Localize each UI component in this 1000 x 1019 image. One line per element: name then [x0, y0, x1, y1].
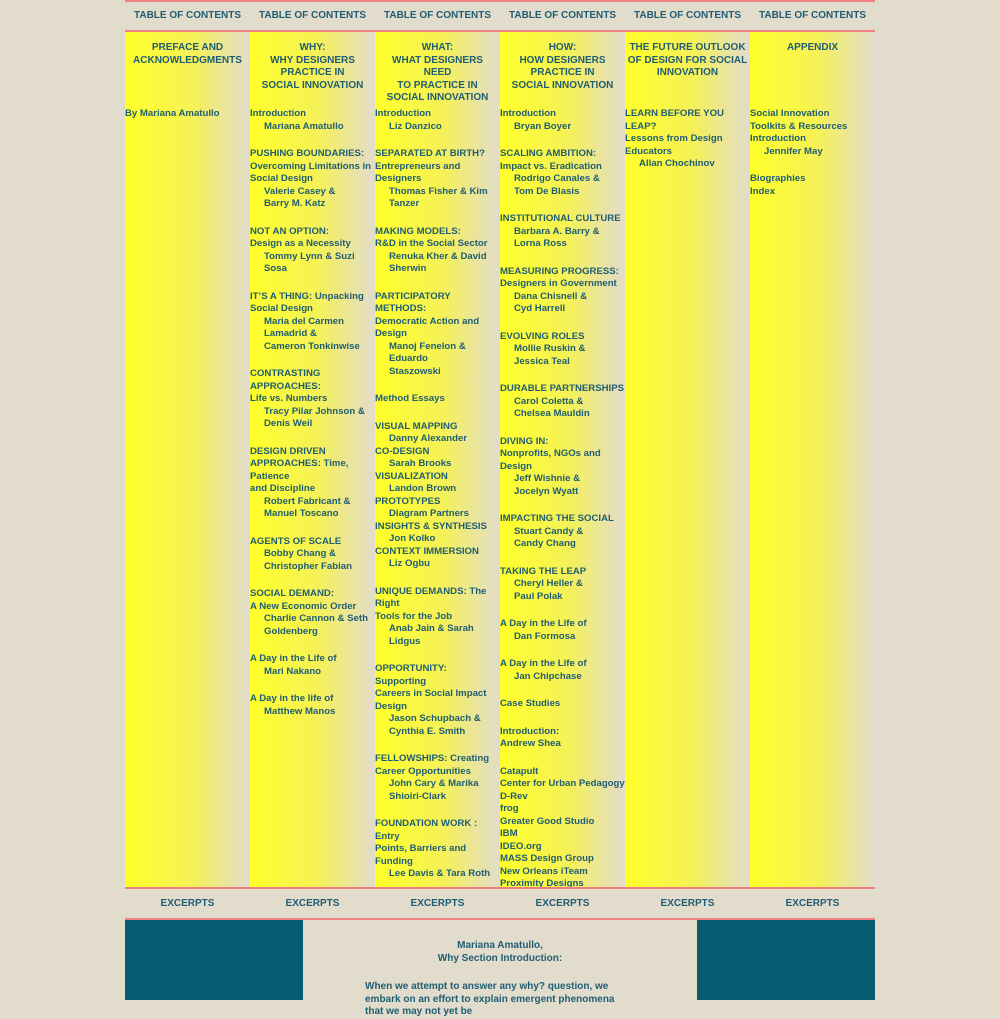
- toc-entry: [750, 173, 875, 198]
- entry-title[interactable]: VISUALIZATION: [375, 470, 448, 482]
- column-heading[interactable]: APPENDIX: [786, 42, 839, 53]
- column-entries: [500, 108, 625, 887]
- entry-authors: Carol Coletta & Chelsea Mauldin: [514, 395, 590, 419]
- toc-entry: [250, 291, 375, 354]
- entry-title[interactable]: PROTOTYPES: [375, 495, 441, 507]
- column-heading[interactable]: WHAT: WHAT DESIGNERS NEED TO PRACTICE IN SOCIAL INNOVATION: [386, 42, 489, 103]
- entry-title[interactable]: CONTRASTING APPROACHES: Life vs. Numbers: [250, 368, 328, 404]
- entry-title[interactable]: SOCIAL DEMAND: A New Economic Order: [250, 588, 357, 612]
- entry-title[interactable]: Catapult Center for Urban Pedagogy D-Rev frog Greater Good Studio IBM IDEO.org MASS Design Group New Orleans iTeam Proximity Designs: [500, 765, 625, 887]
- entry-authors: Dan Formosa: [514, 630, 576, 642]
- excerpt-content: [303, 920, 697, 1017]
- entry-title[interactable]: IT’S A THING: Unpacking Social Design: [250, 290, 364, 314]
- entry-title[interactable]: LEARN BEFORE YOU LEAP? Lessons from Design Educators: [625, 108, 724, 157]
- entry-authors: Matthew Manos: [264, 705, 336, 717]
- entry-title[interactable]: AGENTS OF SCALE: [250, 535, 342, 547]
- entry-authors: Sarah Brooks: [389, 458, 452, 469]
- toc-column: [500, 32, 625, 887]
- toc-entry: [375, 521, 500, 546]
- entry-title[interactable]: Method Essays: [375, 393, 445, 404]
- entry-authors: Jason Schupbach & Cynthia E. Smith: [389, 713, 481, 737]
- entry-title[interactable]: FOUNDATION WORK : Entry Points, Barriers and Funding: [375, 818, 478, 867]
- toc-entry: [125, 108, 250, 121]
- excerpts-tab[interactable]: EXCERPTS: [285, 898, 340, 909]
- toc-entry: [375, 471, 500, 496]
- entry-title[interactable]: Biographies Index: [750, 173, 806, 197]
- toc-columns: [125, 32, 875, 887]
- entry-title[interactable]: A Day in the life of: [250, 693, 334, 704]
- toc-entry: [250, 536, 375, 574]
- excerpts-tab[interactable]: EXCERPTS: [660, 898, 715, 909]
- toc-entry: [250, 148, 375, 211]
- toc-entry: [375, 291, 500, 379]
- toc-entry: [375, 226, 500, 276]
- toc-entry: [500, 726, 625, 751]
- toc-entry: [500, 513, 625, 551]
- entry-authors: Thomas Fisher & Kim Tanzer: [389, 185, 488, 209]
- toc-tab[interactable]: TABLE OF CONTENTS: [383, 10, 492, 21]
- entry-title[interactable]: By Mariana Amatullo: [125, 108, 220, 119]
- entry-authors: John Cary & Marika Shioiri-Clark: [389, 778, 479, 802]
- entry-authors: Anab Jain & Sarah Lidgus: [389, 623, 474, 647]
- toc-entry: [500, 566, 625, 604]
- entry-title[interactable]: A Day in the Life of: [500, 618, 587, 629]
- toc-tab[interactable]: TABLE OF CONTENTS: [633, 10, 742, 21]
- toc-entry: [500, 331, 625, 369]
- entry-title[interactable]: DIVING IN: Nonprofits, NGOs and Design: [500, 435, 601, 472]
- entry-title[interactable]: TAKING THE LEAP: [500, 565, 587, 577]
- entry-authors: Stuart Candy & Candy Chang: [514, 525, 584, 549]
- teal-block-right: [697, 920, 875, 1000]
- entry-authors: Landon Brown: [389, 483, 457, 494]
- entry-authors: Maria del Carmen Lamadrid & Cameron Tonkinwise: [264, 315, 360, 352]
- entry-title[interactable]: Introduction: [250, 108, 306, 119]
- entry-authors: Jan Chipchase: [514, 670, 582, 682]
- excerpts-tab[interactable]: EXCERPTS: [535, 898, 590, 909]
- entry-authors: Allan Chochinov: [639, 158, 715, 169]
- entry-title[interactable]: NOT AN OPTION: Design as a Necessity: [250, 225, 351, 249]
- excerpt-author: Mariana Amatullo,: [457, 940, 543, 951]
- entry-title[interactable]: EVOLVING ROLES: [500, 330, 585, 342]
- toc-column: [250, 32, 375, 887]
- entry-authors: Jennifer May: [764, 145, 823, 157]
- entry-authors: Jeff Wishnie & Jocelyn Wyatt: [514, 473, 581, 497]
- column-entries: [375, 108, 500, 887]
- toc-tab[interactable]: TABLE OF CONTENTS: [508, 10, 617, 21]
- toc-entry: [250, 693, 375, 718]
- toc-tab[interactable]: TABLE OF CONTENTS: [758, 10, 867, 21]
- toc-column: [125, 32, 250, 887]
- excerpts-tab[interactable]: EXCERPTS: [160, 898, 215, 909]
- column-entries: [125, 108, 250, 121]
- toc-entry: [500, 108, 625, 133]
- entry-authors: Liz Danzico: [389, 120, 442, 132]
- entry-title[interactable]: Introduction: Andrew Shea: [500, 725, 561, 749]
- toc-entry: [500, 436, 625, 499]
- toc-entry: [250, 108, 375, 133]
- entry-title[interactable]: PARTICIPATORY METHODS: Democratic Action and Design: [375, 290, 480, 339]
- toc-entry: [250, 446, 375, 521]
- entry-title[interactable]: CO-DESIGN: [375, 445, 430, 457]
- entry-title[interactable]: IMPACTING THE SOCIAL: [500, 513, 614, 524]
- toc-entry: [500, 148, 625, 198]
- toc-entry: [375, 663, 500, 738]
- entry-authors: Jon Kolko: [389, 533, 436, 544]
- entry-title[interactable]: MEASURING PROGRESS: Designers in Government: [500, 265, 619, 289]
- toc-entry: [500, 698, 625, 711]
- toc-entry: [375, 393, 500, 406]
- toc-entry: [625, 108, 750, 171]
- entry-title[interactable]: CONTEXT IMMERSION: [375, 545, 479, 557]
- page: [125, 0, 875, 1017]
- toc-entry: [250, 368, 375, 431]
- entry-authors: Renuka Kher & David Sherwin: [389, 250, 487, 274]
- toc-column: [750, 32, 875, 887]
- entry-title[interactable]: A Day in the Life of: [500, 658, 587, 669]
- entry-authors: Valerie Casey & Barry M. Katz: [264, 185, 336, 209]
- toc-entry: [375, 496, 500, 521]
- toc-entry: [500, 618, 625, 643]
- column-entries: [750, 108, 875, 198]
- toc-column: [625, 32, 750, 887]
- toc-entry: [375, 546, 500, 571]
- entry-authors: Diagram Partners: [389, 508, 469, 519]
- entry-title[interactable]: MAKING MODELS: R&D in the Social Sector: [375, 225, 488, 249]
- entry-authors: Rodrigo Canales & Tom De Blasis: [514, 173, 600, 197]
- entry-authors: Robert Fabricant & Manuel Toscano: [264, 495, 351, 519]
- entry-authors: Cheryl Heller & Paul Polak: [514, 578, 583, 602]
- entry-title[interactable]: OPPORTUNITY: Supporting Careers in Social Impact Design: [375, 663, 487, 712]
- entry-title[interactable]: Introduction: [500, 108, 556, 119]
- entry-title[interactable]: INSTITUTIONAL CULTURE: [500, 213, 621, 224]
- column-entries: [250, 108, 375, 718]
- toc-tab[interactable]: TABLE OF CONTENTS: [258, 10, 367, 21]
- toc-entry: [375, 818, 500, 881]
- column-heading[interactable]: HOW: HOW DESIGNERS PRACTICE IN SOCIAL INNOVATION: [511, 42, 614, 91]
- toc-entry: [375, 586, 500, 649]
- teal-block-left: [125, 920, 303, 1000]
- toc-entry: [250, 653, 375, 678]
- column-heading[interactable]: PREFACE AND ACKNOWLEDGMENTS: [133, 42, 242, 66]
- excerpt-section: Why Section Introduction:: [437, 952, 563, 964]
- column-heading[interactable]: THE FUTURE OUTLOOK OF DESIGN FOR SOCIAL INNOVATION: [627, 42, 748, 78]
- toc-entry: [375, 446, 500, 471]
- entry-title[interactable]: SCALING AMBITION: Impact vs. Eradication: [500, 148, 602, 172]
- entry-authors: Tracy Pilar Johnson & Denis Weil: [264, 405, 365, 429]
- toc-entry: [500, 266, 625, 316]
- entry-title[interactable]: PUSHING BOUNDARIES: Overcoming Limitations in Social Design: [250, 148, 372, 184]
- toc-entry: [250, 588, 375, 638]
- toc-entry: [750, 108, 875, 158]
- excerpt-text: When we attempt to answer any why? question, we embark on an effort to explain emergent phenomena that we may not yet be: [365, 981, 615, 1017]
- toc-tab-bar: [125, 2, 875, 30]
- entry-authors: Charlie Cannon & Seth Goldenberg: [264, 613, 368, 637]
- entry-authors: Bryan Boyer: [514, 120, 572, 132]
- toc-entry: [500, 766, 625, 888]
- entry-title[interactable]: DURABLE PARTNERSHIPS: [500, 383, 625, 394]
- entry-authors: Manoj Fenelon & Eduardo Staszowski: [389, 340, 466, 377]
- toc-entry: [500, 383, 625, 421]
- toc-tab[interactable]: TABLE OF CONTENTS: [133, 10, 242, 21]
- entry-title[interactable]: Social Innovation Toolkits & Resources Introduction: [750, 108, 848, 144]
- toc-entry: [250, 226, 375, 276]
- entry-title[interactable]: VISUAL MAPPING: [375, 420, 458, 432]
- entry-authors: Barbara A. Barry & Lorna Ross: [514, 225, 600, 249]
- excerpts-tab-bar: [125, 889, 875, 919]
- entry-authors: Lee Davis & Tara Roth: [389, 868, 491, 879]
- entry-authors: Mollie Ruskin & Jessica Teal: [514, 343, 586, 367]
- entry-authors: Mariana Amatullo: [264, 120, 344, 132]
- entry-authors: Tommy Lynn & Suzi Sosa: [264, 250, 355, 274]
- entry-title[interactable]: A Day in the Life of: [250, 653, 337, 664]
- entry-authors: Liz Ogbu: [389, 558, 431, 569]
- entry-title[interactable]: UNIQUE DEMANDS: The Right Tools for the Job: [375, 585, 487, 622]
- toc-entry: [375, 753, 500, 803]
- entry-authors: Bobby Chang & Christopher Fabian: [264, 548, 352, 572]
- toc-entry: [500, 213, 625, 251]
- excerpt-panel: [125, 920, 875, 1017]
- toc-entry: [375, 148, 500, 211]
- excerpts-tab[interactable]: EXCERPTS: [410, 898, 465, 909]
- column-heading[interactable]: WHY: WHY DESIGNERS PRACTICE IN SOCIAL INNOVATION: [261, 42, 364, 91]
- entry-title[interactable]: DESIGN DRIVEN APPROACHES: Time, Patience and Discipline: [250, 445, 349, 494]
- entry-title[interactable]: FELLOWSHIPS: Creating Career Opportunities: [375, 753, 490, 777]
- toc-entry: [500, 658, 625, 683]
- toc-entry: [375, 421, 500, 446]
- entry-authors: Mari Nakano: [264, 665, 322, 677]
- toc-column: [375, 32, 500, 887]
- toc-entry: [375, 108, 500, 133]
- column-entries: [625, 108, 750, 171]
- entry-authors: Dana Chisnell & Cyd Harrell: [514, 290, 588, 314]
- entry-title[interactable]: SEPARATED AT BIRTH? Entrepreneurs and Designers: [375, 148, 485, 184]
- entry-title[interactable]: Case Studies: [500, 698, 561, 709]
- entry-authors: Danny Alexander: [389, 433, 468, 444]
- entry-title[interactable]: Introduction: [375, 108, 431, 119]
- excerpts-tab[interactable]: EXCERPTS: [785, 898, 840, 909]
- entry-title[interactable]: INSIGHTS & SYNTHESIS: [375, 520, 487, 532]
